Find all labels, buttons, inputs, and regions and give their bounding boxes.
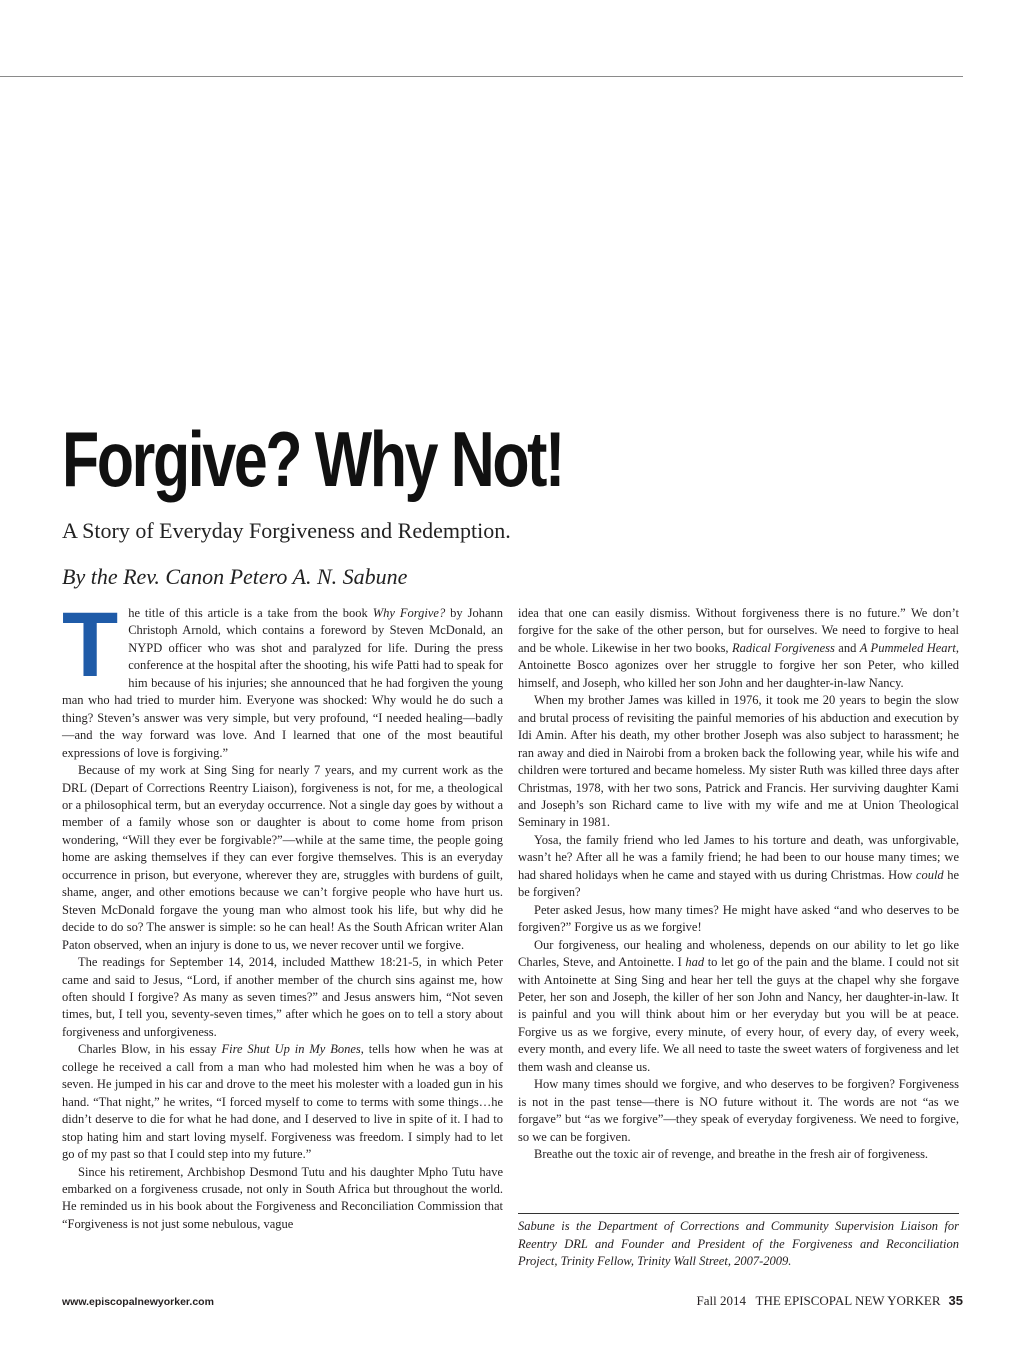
header-rule (0, 76, 963, 77)
article-byline: By the Rev. Canon Petero A. N. Sabune (62, 564, 408, 589)
footer-folio (697, 1293, 964, 1309)
paragraph: How many times should we forgive, and who deserves to be forgiven? Forgiveness is not in the past tense—there is NO future without it. The words are not “as we forgave” but “as we forgive”—they speak of everyday forgiveness. We need to forgive, so we can be forgiven. (518, 1077, 959, 1144)
drop-cap: T (62, 594, 119, 696)
paragraph: Yosa, the family friend who led James to his torture and death, was unforgivable, wasn’t he? After all he was a family friend; he had been to our house many times; we had shared holidays when he came and stayed with us during Christmas. How could he be forgiven? (518, 832, 959, 900)
paragraph: Our forgiveness, our healing and wholeness, depends on our ability to let go like Charles, Steve, and Antoinette. I had to let go of the pain and the blame. I could not sit with Antoinette at Sing Sing and hear her tell the guys at the chapel why she forgave Peter, her son and Joseph, the killer of her son John and Nancy, her daughter-in-law. It is painful and you will think about him or her everyday but you will be at peace. Forgive us as we forgive, every minute, of every hour, of every day, of every week, every month, and every life. We all need to taste the sweet waters of forgiveness and let them wash and cleanse us. (518, 937, 960, 1074)
paragraph: Because of my work at Sing Sing for nearly 7 years, and my current work as the DRL (Depart of Corrections Reentry Liaison), forgiveness is not, for me, a theological or a philosophical term, but an everyday occurrence. Not a single day goes by without a member of a family whose son or daughter is about to come home from prison wondering, “Will they ever be forgivable?”—while at the same time, the people going home are asking themselves if they can ever forgive themselves. This is an everyday occurrence in prison, but everyone, wherever they are, struggles with burdens of guilt, shame, anger, and other emotions because we can’t forgive people who have hurt us. Steven McDonald forgave the young man who almost took his life, but why did he decide to do so? The answer is simple: so he can heal! As the South African writer Alan Paton observed, when an injury is done to us, we never recover until we forgive. (62, 763, 503, 952)
article-column-left (62, 594, 503, 1233)
issue-date: Fall 2014 (696, 1293, 746, 1308)
page-number: 35 (948, 1293, 963, 1308)
footer-url[interactable]: www.episcopalnewyorker.com (62, 1296, 214, 1308)
emphasis: could (915, 867, 944, 882)
paragraph: Peter asked Jesus, how many times? He might have asked “and who deserves to be forgiven?” Forgive us as we forgive! (518, 902, 959, 935)
author-bio: Sabune is the Department of Corrections and Community Supervision Liaison for Reentry DRL and Founder and President of the Forgiveness and Reconciliation Project, Trinity Fellow, Trinity Wall Street, 2007-2009. (518, 1219, 959, 1268)
publication-name: THE EPISCOPAL NEW YORKER (755, 1293, 941, 1308)
paragraph: The readings for September 14, 2014, included Matthew 18:21-5, in which Peter came and said to Jesus, “Lord, if another member of the church sins against me, how often should I forgive? As many as seven times?” and Jesus answers him, “Not seven times, but, I tell you, seventy-seven times,” after which he goes on to tell a story about forgiveness and unforgiveness. (62, 955, 503, 1039)
article-column-right (518, 605, 959, 1164)
article-title: Forgive? Why Not! (62, 415, 563, 503)
essay-title: Fire Shut Up in My Bones (221, 1042, 361, 1057)
paragraph: Breathe out the toxic air of revenge, and breathe in the fresh air of forgiveness. (534, 1147, 929, 1162)
book-title: Why Forgive? (372, 606, 446, 620)
bio-rule (518, 1213, 959, 1214)
book-title: Radical Forgiveness (731, 640, 835, 655)
article-subtitle: A Story of Everyday Forgiveness and Redemption. (62, 518, 511, 543)
paragraph: Charles Blow, in his essay Fire Shut Up in My Bones, tells how when he was at college he received a call from a man who had molested him when he was a boy of seven. He jumped in his car and drove to the meet his molester with a loaded gun in his hand. “That night,” he writes, “I forced myself to come to terms with some things…he didn’t deserve to die for what he had done, and I deserved to live in spite of it. I had to stop hating him and start loving myself. Forgiveness was freedom. I simply had to let go of my past so that I could step into my future.” (62, 1042, 503, 1162)
book-title: A Pummeled Heart (859, 640, 956, 655)
paragraph: When my brother James was killed in 1976, it took me 20 years to begin the slow and brutal process of revisiting the painful memories of his abduction and execution by Idi Amin. After his death, my other brother Joseph was also subject to harassment; he ran away and died in Nairobi from a broken back the following year, while his wife and children were tortured and became homeless. My sister Ruth was killed three days after Christmas, 1978, with her two sons, Patrick and Francis. Her surviving daughter Kami and Joseph’s son Richard came to live with my wife and me at Union Theological Seminary in 1981. (518, 693, 959, 830)
paragraph: idea that one can easily dismiss. Without forgiveness there is no future.” We don’t forgive for the sake of the other person, but for ourselves. We need to forgive to heal and be whole. Likewise in her two books, Radical Forgiveness and A Pummeled Heart, Antoinette Bosco agonizes over her struggle to forgive her son Peter, who killed himself, and Joseph, who killed her son John and her daughter-in-law Nancy. (518, 606, 960, 690)
paragraph: Since his retirement, Archbishop Desmond Tutu and his daughter Mpho Tutu have embarked on a forgiveness crusade, not only in South Africa but throughout the world. He reminded us in his book about the Forgiveness and Reconciliation Commission that “Forgiveness is not just some nebulous, vague (62, 1164, 503, 1231)
paragraph: The title of this article is a take from the book Why Forgive? by Johann Christoph Arnold, which contains a foreword by Steven McDonald, an NYPD officer who was shot and paralyzed for life. During the press conference at the hospital after the shooting, his wife Patti had to speak for him because of his injuries; she announced that he had forgiven the young man who had tried to murder him. Everyone was shocked: Why would he do such a thing? Steven’s answer was very simple, but very profound, “I needed healing—badly—and the way forward was love. And I learned that one of the most beautiful expressions of love is forgiving.” (62, 594, 503, 760)
emphasis: had (685, 955, 705, 970)
